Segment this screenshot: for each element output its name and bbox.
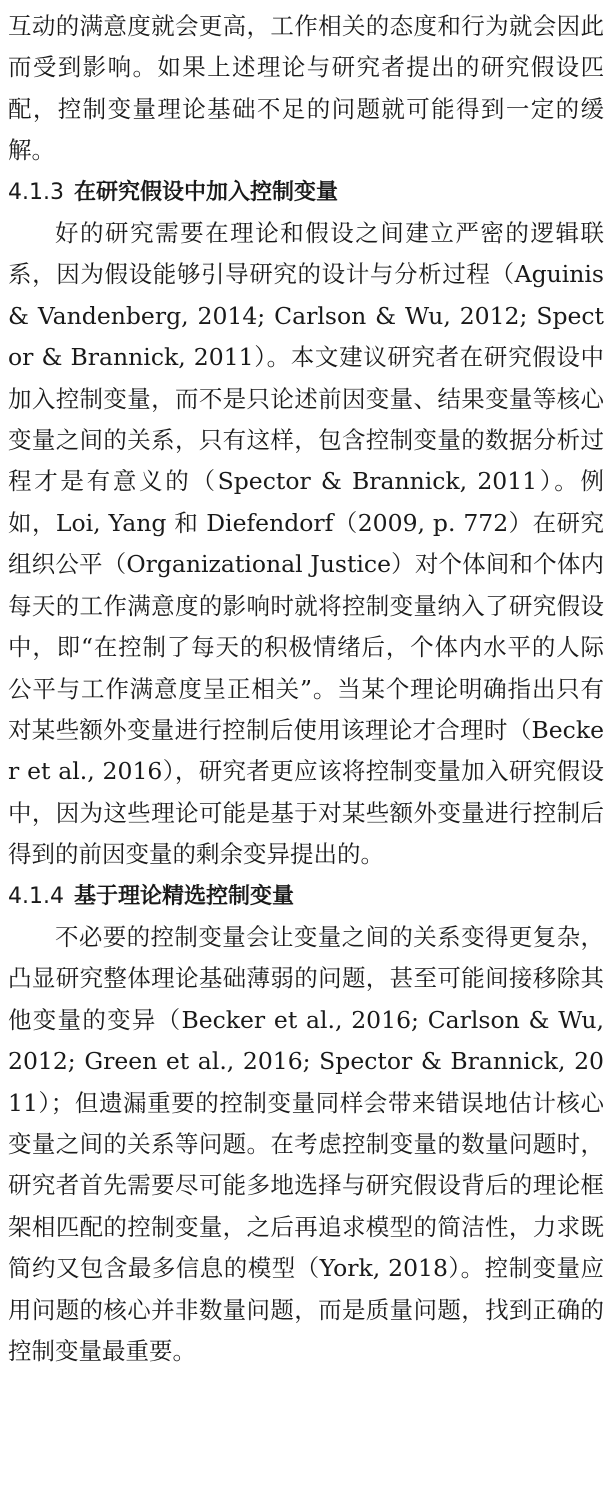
section-title: 在研究假设中加入控制变量: [73, 179, 338, 205]
article-body: [8, 6, 604, 1372]
section-heading-4-1-3: [8, 172, 604, 213]
section-heading-4-1-4: [8, 876, 604, 917]
section-number: 4.1.3: [8, 179, 64, 205]
section-number: 4.1.4: [8, 883, 64, 909]
paragraph-select-control-variables: 不必要的控制变量会让变量之间的关系变得更复杂，凸显研究整体理论基础薄弱的问题，甚至可能间接移除其他变量的变异（Becker et al., 2016; Carlson & Wu, 2012; Green et al., 2016; Spector & Brannick, 2011）；但遗漏重要的控制变量同样会带来错误地估计核心变量之间的关系等问题。在考虑控制变量的数量问题时，研究者首先需要尽可能多地选择与研究假设背后的理论框架相匹配的控制变量，之后再追求模型的简洁性，力求既简约又包含最多信息的模型（York, 2018）。控制变量应用问题的核心并非数量问题，而是质量问题，找到正确的控制变量最重要。: [8, 922, 604, 1365]
paragraph-continuation: 互动的满意度就会更高，工作相关的态度和行为就会因此而受到影响。如果上述理论与研究者提出的研究假设匹配，控制变量理论基础不足的问题就可能得到一定的缓解。: [8, 12, 604, 165]
paragraph-control-variables-in-hypotheses: 好的研究需要在理论和假设之间建立严密的逻辑联系，因为假设能够引导研究的设计与分析过程（Aguinis & Vandenberg, 2014; Carlson & Wu, 2012; Spector & Brannick, 2011）。本文建议研究者在研究假设中加入控制变量，而不是只论述前因变量、结果变量等核心变量之间的关系，只有这样，包含控制变量的数据分析过程才是有意义的（Spector & Brannick, 2011）。例如，Loi, Yang 和 Diefendorf（2009, p. 772）在研究组织公平（Organizational Justice）对个体间和个体内每天的工作满意度的影响时就将控制变量纳入了研究假设中，即“在控制了每天的积极情绪后，个体内水平的人际公平与工作满意度呈正相关”。当某个理论明确指出只有对某些额外变量进行控制后使用该理论才合理时（Becker et al., 2016），研究者更应该将控制变量加入研究假设中，因为这些理论可能是基于对某些额外变量进行控制后得到的前因变量的剩余变异提出的。: [8, 219, 604, 869]
section-title: 基于理论精选控制变量: [73, 883, 294, 909]
